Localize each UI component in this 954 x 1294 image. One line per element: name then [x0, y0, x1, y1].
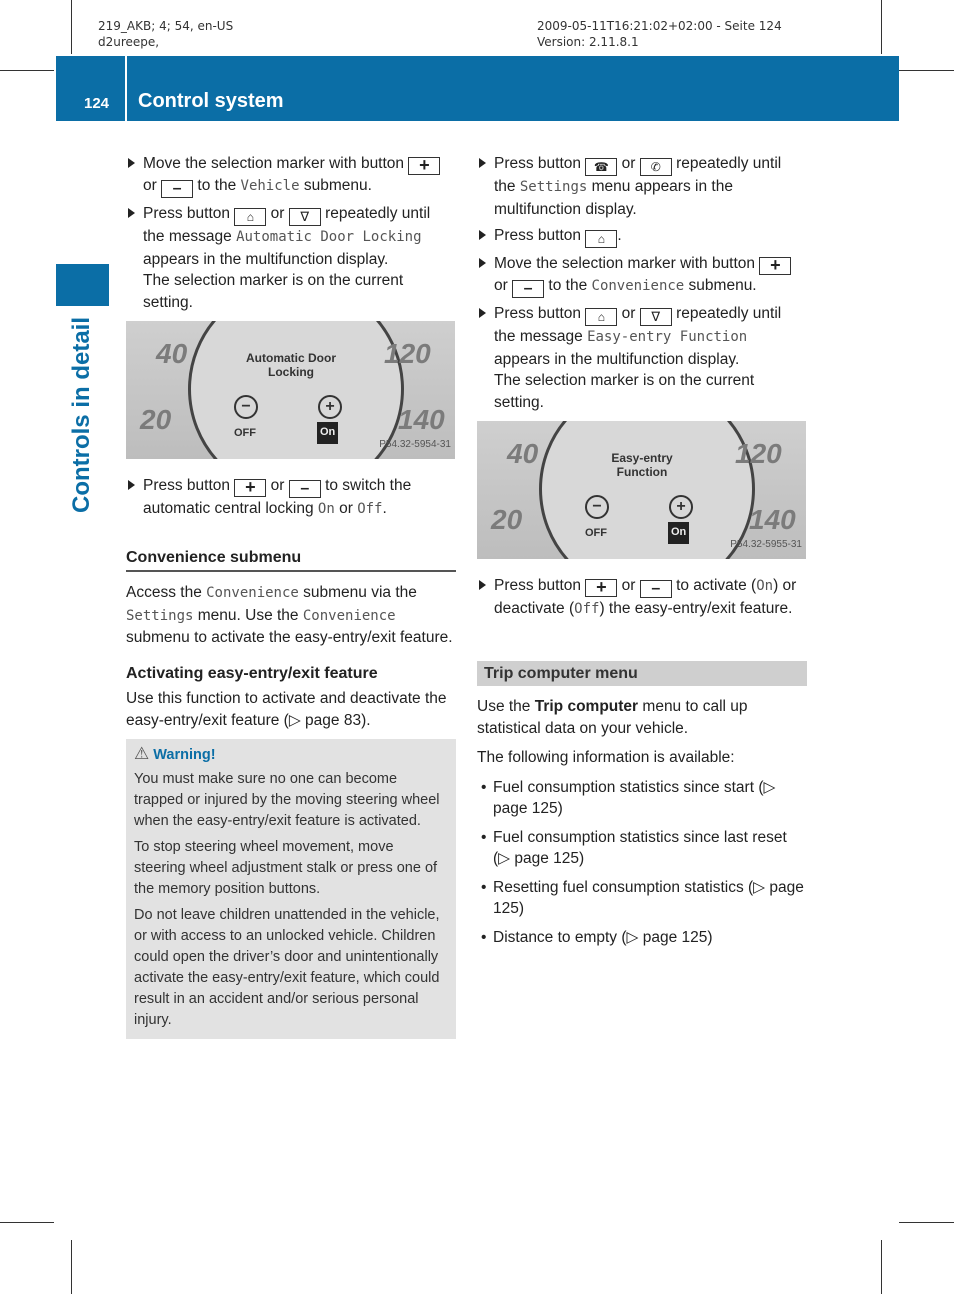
paragraph: Access the Convenience submenu via the Settings menu. Use the Convenience submenu to activate the easy-entry/exit feature.: [126, 584, 453, 646]
instruction-step: Press button ☎ or ✆ repeatedly until the Settings menu appears in the multifunction display.: [477, 153, 807, 220]
crop-mark: [881, 0, 882, 54]
off-label: OFF: [234, 427, 256, 439]
up-button-icon: [585, 308, 617, 326]
minus-button-icon: [289, 480, 321, 498]
down-button-icon: [289, 208, 321, 226]
instruction-step: Move the selection marker with button + or – to the Vehicle submenu.: [126, 153, 456, 198]
info-list: [477, 777, 807, 949]
setting-on: On: [756, 578, 774, 594]
plus-circle-icon: +: [669, 495, 693, 519]
minus-circle-icon: −: [234, 395, 258, 419]
multifunction-display-image: [477, 421, 806, 559]
minus-circle-icon: −: [585, 495, 609, 519]
left-column: [126, 153, 456, 1039]
warning-triangle-icon: ⚠: [134, 744, 150, 763]
crop-mark: [71, 0, 72, 54]
print-meta-right: [537, 18, 782, 50]
subsection-heading: Convenience submenu: [126, 547, 456, 573]
image-code: P54.32-5955-31: [730, 538, 802, 550]
paragraph: The following information is available:: [477, 749, 735, 766]
warning-text: You must make sure no one can become trapped or injured by the moving steering wheel when the easy-entry/exit feature is activated.: [134, 771, 440, 829]
speed-label: 40: [156, 338, 188, 369]
list-item: • Distance to empty (▷ page 125): [477, 927, 807, 949]
side-label: Controls in detail: [68, 316, 95, 514]
minus-button-icon: [640, 580, 672, 598]
speed-label: 140: [398, 404, 445, 435]
speed-label: 40: [507, 438, 539, 469]
plus-circle-icon: +: [318, 395, 342, 419]
instruction-step: Move the selection marker with button + or – to the Convenience submenu.: [477, 253, 807, 298]
plus-button-icon: [759, 257, 791, 275]
menu-name: Settings: [519, 179, 588, 195]
subsection-heading: Activating easy-entry/exit feature: [126, 664, 378, 682]
up-button-icon: [234, 208, 266, 226]
paragraph: Use this function to activate and deactivate the easy-entry/exit feature (▷ page 83).: [126, 690, 447, 729]
instruction-step: Press button + or – to activate (On) or deactivate (Off) the easy-entry/exit feature.: [477, 575, 807, 621]
display-text: Easy-entry Function: [611, 451, 673, 479]
speed-label: 120: [384, 338, 431, 369]
off-label: OFF: [585, 527, 607, 539]
display-message: Automatic Door Locking: [236, 229, 422, 245]
warning-box: [126, 739, 456, 1039]
down-button-icon: [640, 308, 672, 326]
speed-label: 140: [749, 504, 796, 535]
section-banner: Trip computer menu: [477, 661, 807, 687]
crop-mark: [0, 1222, 54, 1223]
image-code: P54.32-5954-31: [379, 438, 451, 450]
warning-title: Warning!: [153, 747, 216, 763]
instruction-step: Press button ⌂ or ∇ repeatedly until the message Automatic Door Locking appears in the multifunction display. The selection marker is on the current setting.: [126, 203, 456, 313]
menu-name: Convenience: [302, 607, 396, 624]
minus-button-icon: [512, 280, 544, 298]
speed-label: 120: [735, 438, 782, 469]
meta-line: Version: 2.11.8.1: [537, 35, 639, 49]
minus-button-icon: [161, 180, 193, 198]
setting-off: Off: [357, 501, 383, 517]
crop-mark: [899, 70, 954, 71]
display-message: Easy-entry Function: [587, 329, 748, 345]
setting-off: Off: [574, 601, 600, 617]
menu-name: Convenience: [206, 585, 299, 601]
phone-hangup-button-icon: [640, 158, 672, 176]
crop-mark: [881, 1240, 882, 1294]
page-number: 124: [84, 95, 110, 112]
up-button-icon: [585, 230, 617, 248]
side-tab: [56, 264, 109, 306]
plus-button-icon: [408, 157, 440, 175]
meta-line: 219_AKB; 4; 54, en-US: [98, 19, 234, 33]
right-column: [477, 153, 807, 955]
meta-line: d2ureepe,: [98, 35, 160, 49]
phone-pickup-button-icon: [585, 158, 617, 176]
instruction-step: Press button + or – to switch the automatic central locking On or Off.: [126, 475, 456, 521]
section-title: Control system: [138, 90, 284, 112]
multifunction-display-image: [126, 321, 455, 459]
crop-mark: [71, 1240, 72, 1294]
menu-name: Settings: [126, 607, 194, 624]
print-meta-left: [98, 18, 233, 50]
warning-text: Do not leave children unattended in the vehicle, or with access to an unlocked vehicle. Children could open the driver’s door and unintentionally activate the easy-entry/exit feature, which could result in an accident and/or serious personal injury.: [134, 907, 440, 1028]
list-item: • Resetting fuel consumption statistics (▷ page 125): [477, 877, 807, 920]
menu-name-bold: Trip computer: [534, 698, 639, 715]
list-item: • Fuel consumption statistics since start (▷ page 125): [477, 777, 807, 820]
menu-name: Vehicle: [240, 178, 300, 194]
menu-name: Convenience: [591, 278, 685, 294]
plus-button-icon: [585, 579, 617, 597]
speedometer-circle: [539, 421, 755, 559]
setting-on: On: [317, 501, 335, 517]
warning-text: To stop steering wheel movement, move steering wheel adjustment stalk or press one of the memory position buttons.: [134, 839, 438, 897]
list-item: • Fuel consumption statistics since last reset (▷ page 125): [477, 827, 807, 870]
speedometer-circle: [188, 321, 404, 459]
instruction-step: Press button ⌂ or ∇ repeatedly until the message Easy-entry Function appears in the multifunction display. The selection marker is on the current setting.: [477, 303, 807, 413]
paragraph: Use the Trip computer menu to call up statistical data on your vehicle.: [477, 698, 748, 737]
instruction-step: Press button ⌂ .: [477, 225, 807, 248]
on-label: On: [668, 522, 689, 544]
speed-label: 20: [491, 504, 523, 535]
meta-line: 2009-05-11T16:21:02+02:00 - Seite 124: [537, 19, 782, 33]
header-divider: [125, 56, 127, 121]
speed-label: 20: [140, 404, 172, 435]
plus-button-icon: [234, 479, 266, 497]
crop-mark: [0, 70, 54, 71]
warning-header: [134, 743, 448, 766]
display-text: Automatic Door Locking: [246, 351, 336, 379]
on-label: On: [317, 422, 338, 444]
crop-mark: [899, 1222, 954, 1223]
